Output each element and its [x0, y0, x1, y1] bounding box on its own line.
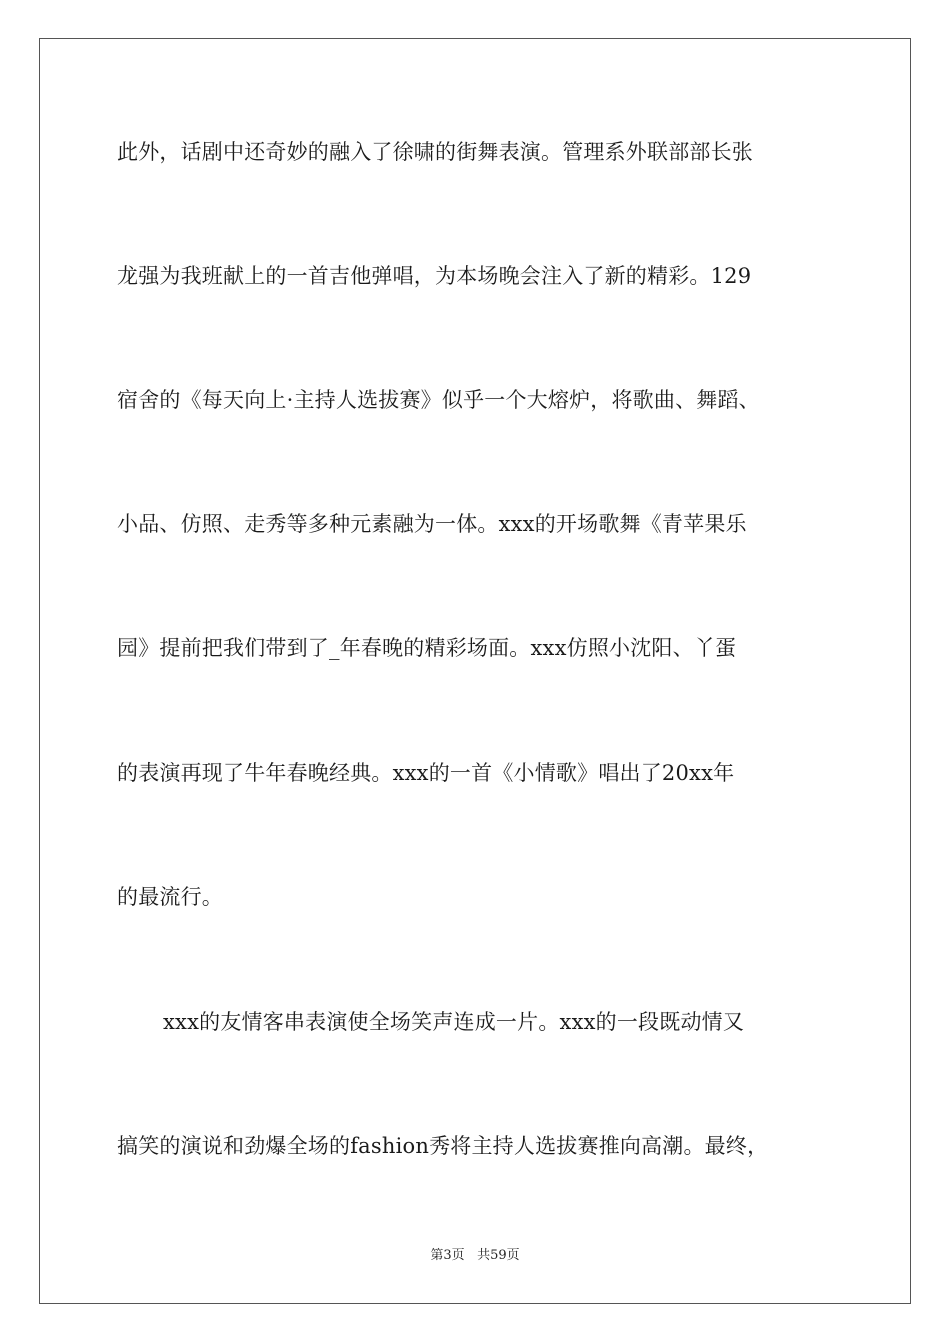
- body-line-7: 的最流行。: [117, 885, 223, 909]
- body-line-4: 小品、仿照、走秀等多种元素融为一体。xxx的开场歌舞《青苹果乐: [117, 512, 747, 536]
- page-footer: [0, 1247, 950, 1265]
- body-line-3: 宿舍的《每天向上·主持人选拔赛》似乎一个大熔炉，将歌曲、舞蹈、: [117, 388, 760, 412]
- body-line-9: 搞笑的演说和劲爆全场的fashion秀将主持人选拔赛推向高潮。最终，: [117, 1134, 769, 1158]
- body-line-2: 龙强为我班献上的一首吉他弹唱，为本场晚会注入了新的精彩。129: [117, 264, 752, 288]
- page-border: [39, 38, 911, 1304]
- body-line-5: 园》提前把我们带到了_年春晚的精彩场面。xxx仿照小沈阳、丫蛋: [117, 636, 737, 660]
- body-line-8: xxx的友情客串表演使全场笑声连成一片。xxx的一段既动情又: [163, 1010, 745, 1034]
- body-line-1: 此外，话剧中还奇妙的融入了徐啸的街舞表演。管理系外联部部长张: [117, 140, 753, 164]
- body-line-6: 的表演再现了牛年春晚经典。xxx的一首《小情歌》唱出了20xx年: [117, 761, 735, 785]
- total-pages: 共59页: [477, 1248, 520, 1263]
- page-number: 第3页: [430, 1248, 465, 1263]
